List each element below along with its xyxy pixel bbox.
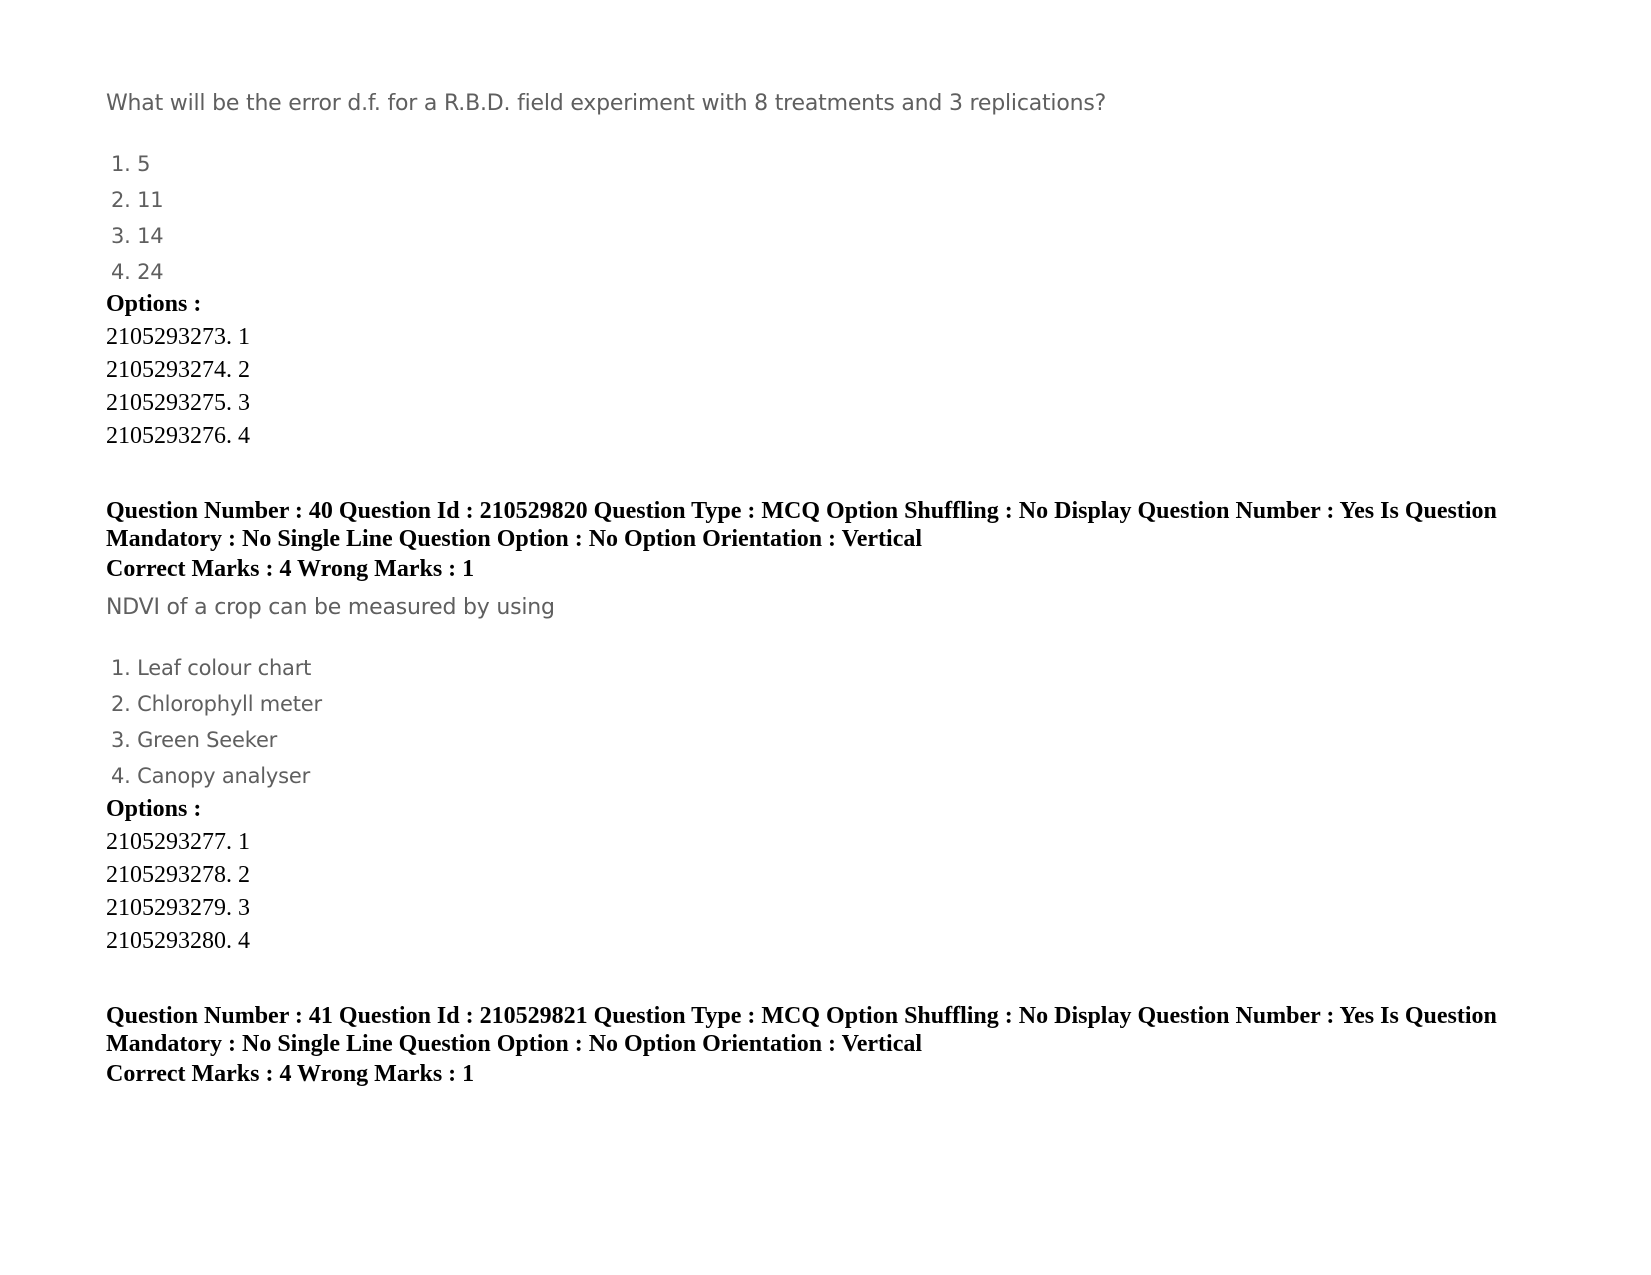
option-id-line: 2105293279. 3 bbox=[106, 895, 250, 921]
options-heading: Options : bbox=[106, 796, 202, 822]
option-id-line: 2105293277. 1 bbox=[106, 829, 250, 855]
question-meta bbox=[106, 1002, 1566, 1058]
option-id-line: 2105293274. 2 bbox=[106, 357, 250, 383]
choice-item: 3. 14 bbox=[111, 224, 164, 248]
question-text-39: What will be the error d.f. for a R.B.D. field experiment with 8 treatments and 3 replications? bbox=[106, 91, 1107, 116]
option-id-line: 2105293276. 4 bbox=[106, 423, 250, 449]
question-meta bbox=[106, 497, 1566, 553]
option-id-line: 2105293273. 1 bbox=[106, 324, 250, 350]
choice-item: 2. 11 bbox=[111, 188, 164, 212]
option-id-line: 2105293275. 3 bbox=[106, 390, 250, 416]
question-meta-line-1: Question Number : 40 Question Id : 210529820 Question Type : MCQ Option Shuffling : No Display Question Number : Yes Is Question bbox=[106, 498, 1497, 524]
options-heading: Options : bbox=[106, 291, 202, 317]
question-meta-line-1: Question Number : 41 Question Id : 210529821 Question Type : MCQ Option Shuffling : No Display Question Number : Yes Is Question bbox=[106, 1003, 1497, 1029]
choice-item: 2. Chlorophyll meter bbox=[111, 692, 322, 716]
marks-line: Correct Marks : 4 Wrong Marks : 1 bbox=[106, 1061, 475, 1087]
marks-line: Correct Marks : 4 Wrong Marks : 1 bbox=[106, 556, 475, 582]
option-id-line: 2105293278. 2 bbox=[106, 862, 250, 888]
question-text-40: NDVI of a crop can be measured by using bbox=[106, 595, 555, 620]
choice-item: 4. 24 bbox=[111, 260, 164, 284]
question-meta-line-2: Mandatory : No Single Line Question Option : No Option Orientation : Vertical bbox=[106, 1031, 923, 1057]
option-id-line: 2105293280. 4 bbox=[106, 928, 250, 954]
choice-item: 1. 5 bbox=[111, 152, 151, 176]
choice-item: 1. Leaf colour chart bbox=[111, 656, 312, 680]
choice-item: 4. Canopy analyser bbox=[111, 764, 311, 788]
question-meta-line-2: Mandatory : No Single Line Question Option : No Option Orientation : Vertical bbox=[106, 526, 923, 552]
choice-item: 3. Green Seeker bbox=[111, 728, 278, 752]
